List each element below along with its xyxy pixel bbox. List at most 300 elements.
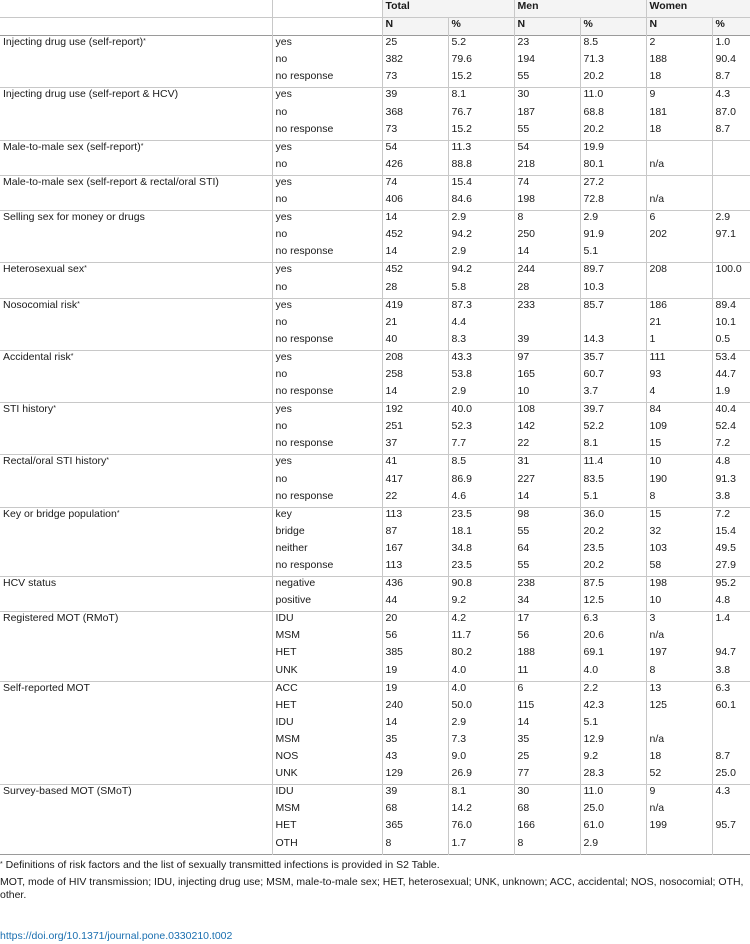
cell-men-n bbox=[514, 316, 580, 333]
cell-total-pct: 76.0 bbox=[448, 819, 514, 836]
row-response: positive bbox=[272, 594, 382, 612]
cell-men-n: 55 bbox=[514, 70, 580, 88]
cell-total-pct: 9.2 bbox=[448, 594, 514, 612]
cell-total-n: 40 bbox=[382, 333, 448, 351]
row-response: no bbox=[272, 420, 382, 437]
table-row bbox=[0, 525, 750, 542]
cell-women-pct: 49.5 bbox=[712, 542, 750, 559]
table-row bbox=[0, 490, 750, 508]
cell-women-n: 84 bbox=[646, 403, 712, 421]
cell-total-n: 452 bbox=[382, 263, 448, 281]
cell-men-n: 8 bbox=[514, 837, 580, 855]
cell-women-n: 186 bbox=[646, 298, 712, 316]
cell-women-n: 18 bbox=[646, 70, 712, 88]
cell-women-pct: 95.7 bbox=[712, 819, 750, 836]
cell-men-pct: 11.4 bbox=[580, 455, 646, 473]
cell-women-n: 93 bbox=[646, 368, 712, 385]
row-label: HCV status bbox=[3, 577, 57, 590]
cell-women-pct: 53.4 bbox=[712, 350, 750, 368]
cell-women-pct: 4.8 bbox=[712, 455, 750, 473]
cell-women-n bbox=[646, 245, 712, 263]
table-row bbox=[0, 559, 750, 577]
row-response: bridge bbox=[272, 525, 382, 542]
cell-women-n: 109 bbox=[646, 420, 712, 437]
cell-women-n: 198 bbox=[646, 577, 712, 595]
row-response: IDU bbox=[272, 716, 382, 733]
row-response: neither bbox=[272, 542, 382, 559]
row-response: no bbox=[272, 193, 382, 211]
cell-total-n: 113 bbox=[382, 507, 448, 525]
row-response: no response bbox=[272, 70, 382, 88]
cell-total-pct: 4.0 bbox=[448, 681, 514, 699]
footnote-marker: * bbox=[143, 38, 146, 46]
header-row-sub bbox=[0, 18, 750, 36]
cell-men-n: 34 bbox=[514, 594, 580, 612]
row-response: no response bbox=[272, 333, 382, 351]
cell-men-n: 98 bbox=[514, 507, 580, 525]
row-label bbox=[0, 699, 272, 716]
cell-women-pct: 100.0 bbox=[712, 263, 750, 281]
cell-total-n: 192 bbox=[382, 403, 448, 421]
cell-women-pct bbox=[712, 175, 750, 193]
cell-total-pct: 23.5 bbox=[448, 507, 514, 525]
cell-women-n: 103 bbox=[646, 542, 712, 559]
cell-women-pct: 95.2 bbox=[712, 577, 750, 595]
cell-total-n: 208 bbox=[382, 350, 448, 368]
cell-total-n: 20 bbox=[382, 612, 448, 630]
cell-total-pct: 8.5 bbox=[448, 455, 514, 473]
cell-total-pct: 84.6 bbox=[448, 193, 514, 211]
cell-men-pct: 5.1 bbox=[580, 716, 646, 733]
cell-total-pct: 7.7 bbox=[448, 437, 514, 455]
row-response: no response bbox=[272, 490, 382, 508]
cell-women-pct: 3.8 bbox=[712, 490, 750, 508]
cell-total-pct: 53.8 bbox=[448, 368, 514, 385]
cell-total-n: 44 bbox=[382, 594, 448, 612]
row-response: MSM bbox=[272, 629, 382, 646]
row-label: Selling sex for money or drugs bbox=[3, 211, 145, 224]
table-row bbox=[0, 612, 750, 630]
header-men-n: N bbox=[514, 18, 580, 36]
row-label bbox=[0, 333, 272, 351]
row-label bbox=[0, 123, 272, 141]
row-response: no response bbox=[272, 245, 382, 263]
row-label bbox=[0, 664, 272, 682]
cell-women-n: n/a bbox=[646, 193, 712, 211]
footnote-marker: * bbox=[53, 405, 56, 413]
cell-men-pct: 11.0 bbox=[580, 785, 646, 803]
table-row bbox=[0, 333, 750, 351]
cell-total-pct: 76.7 bbox=[448, 106, 514, 123]
cell-women-n: 202 bbox=[646, 228, 712, 245]
cell-total-pct: 94.2 bbox=[448, 228, 514, 245]
row-label: STI history* bbox=[3, 403, 56, 416]
cell-women-n: 197 bbox=[646, 646, 712, 663]
cell-women-n: 2 bbox=[646, 36, 712, 54]
cell-men-n: 74 bbox=[514, 175, 580, 193]
cell-women-pct bbox=[712, 716, 750, 733]
table-row bbox=[0, 507, 750, 525]
row-response: no response bbox=[272, 559, 382, 577]
cell-women-n: 21 bbox=[646, 316, 712, 333]
cell-women-pct: 1.9 bbox=[712, 385, 750, 403]
cell-men-pct: 83.5 bbox=[580, 473, 646, 490]
cell-men-n: 55 bbox=[514, 123, 580, 141]
row-response: yes bbox=[272, 298, 382, 316]
table-row bbox=[0, 211, 750, 229]
cell-men-pct: 25.0 bbox=[580, 802, 646, 819]
cell-total-pct: 87.3 bbox=[448, 298, 514, 316]
cell-total-pct: 90.8 bbox=[448, 577, 514, 595]
row-response: yes bbox=[272, 140, 382, 158]
cell-men-n: 22 bbox=[514, 437, 580, 455]
cell-total-n: 19 bbox=[382, 664, 448, 682]
table-row bbox=[0, 420, 750, 437]
cell-total-pct: 11.3 bbox=[448, 140, 514, 158]
cell-men-pct: 20.2 bbox=[580, 559, 646, 577]
cell-total-pct: 86.9 bbox=[448, 473, 514, 490]
row-label bbox=[0, 802, 272, 819]
cell-total-pct: 80.2 bbox=[448, 646, 514, 663]
row-label bbox=[0, 385, 272, 403]
cell-women-pct: 4.3 bbox=[712, 88, 750, 106]
row-response: MSM bbox=[272, 802, 382, 819]
footnote-marker: * bbox=[140, 142, 144, 150]
table-row bbox=[0, 664, 750, 682]
cell-total-n: 56 bbox=[382, 629, 448, 646]
table-row bbox=[0, 594, 750, 612]
cell-total-pct: 43.3 bbox=[448, 350, 514, 368]
cell-total-n: 251 bbox=[382, 420, 448, 437]
cell-women-n: 10 bbox=[646, 594, 712, 612]
row-label: Nosocomial risk* bbox=[3, 298, 80, 311]
cell-men-n: 108 bbox=[514, 403, 580, 421]
cell-women-pct: 60.1 bbox=[712, 699, 750, 716]
cell-total-n: 385 bbox=[382, 646, 448, 663]
cell-total-n: 167 bbox=[382, 542, 448, 559]
footnote-marker: * bbox=[77, 300, 80, 308]
cell-total-n: 54 bbox=[382, 140, 448, 158]
cell-total-pct: 5.8 bbox=[448, 281, 514, 299]
footnote-definitions-text: Definitions of risk factors and the list of sexually transmitted infections is provided in S2 Table. bbox=[5, 859, 440, 871]
row-response: MSM bbox=[272, 733, 382, 750]
cell-men-pct: 35.7 bbox=[580, 350, 646, 368]
cell-women-pct: 87.0 bbox=[712, 106, 750, 123]
cell-women-n: 52 bbox=[646, 767, 712, 785]
cell-total-pct: 2.9 bbox=[448, 385, 514, 403]
table-row bbox=[0, 245, 750, 263]
cell-men-pct: 8.1 bbox=[580, 437, 646, 455]
row-label bbox=[0, 819, 272, 836]
cell-women-n: n/a bbox=[646, 802, 712, 819]
row-response: yes bbox=[272, 263, 382, 281]
row-label: Injecting drug use (self-report)* bbox=[3, 36, 146, 49]
table-row bbox=[0, 437, 750, 455]
cell-total-n: 382 bbox=[382, 53, 448, 70]
table-row bbox=[0, 368, 750, 385]
cell-total-n: 68 bbox=[382, 802, 448, 819]
cell-total-n: 28 bbox=[382, 281, 448, 299]
cell-total-n: 436 bbox=[382, 577, 448, 595]
cell-women-pct: 10.1 bbox=[712, 316, 750, 333]
table-row bbox=[0, 802, 750, 819]
doi-link[interactable]: https://doi.org/10.1371/journal.pone.0330210.t002 bbox=[0, 930, 233, 942]
row-label: Key or bridge population* bbox=[3, 507, 120, 520]
cell-women-n: 1 bbox=[646, 333, 712, 351]
cell-women-pct: 90.4 bbox=[712, 53, 750, 70]
cell-men-pct: 39.7 bbox=[580, 403, 646, 421]
cell-men-pct: 80.1 bbox=[580, 158, 646, 176]
cell-women-pct: 8.7 bbox=[712, 750, 750, 767]
table-row bbox=[0, 681, 750, 699]
cell-total-pct: 26.9 bbox=[448, 767, 514, 785]
cell-total-n: 14 bbox=[382, 245, 448, 263]
cell-women-n bbox=[646, 281, 712, 299]
cell-men-n: 198 bbox=[514, 193, 580, 211]
row-label bbox=[0, 368, 272, 385]
cell-total-pct: 14.2 bbox=[448, 802, 514, 819]
cell-men-n: 8 bbox=[514, 211, 580, 229]
row-label: Accidental risk* bbox=[3, 350, 74, 363]
cell-total-pct: 5.2 bbox=[448, 36, 514, 54]
cell-women-pct bbox=[712, 837, 750, 855]
row-response: HET bbox=[272, 699, 382, 716]
cell-men-n: 14 bbox=[514, 245, 580, 263]
cell-women-n bbox=[646, 837, 712, 855]
table-row bbox=[0, 316, 750, 333]
row-response: no bbox=[272, 473, 382, 490]
cell-men-n: 31 bbox=[514, 455, 580, 473]
cell-men-pct: 9.2 bbox=[580, 750, 646, 767]
table-row bbox=[0, 403, 750, 421]
header-total-n: N bbox=[382, 18, 448, 36]
cell-total-pct: 15.4 bbox=[448, 175, 514, 193]
cell-men-pct: 20.2 bbox=[580, 123, 646, 141]
cell-total-n: 14 bbox=[382, 211, 448, 229]
row-label bbox=[0, 420, 272, 437]
table-row bbox=[0, 577, 750, 595]
cell-women-n: 13 bbox=[646, 681, 712, 699]
table-row bbox=[0, 646, 750, 663]
row-label: Injecting drug use (self-report & HCV) bbox=[3, 88, 179, 101]
cell-women-n: 125 bbox=[646, 699, 712, 716]
cell-women-pct bbox=[712, 281, 750, 299]
row-response: no bbox=[272, 368, 382, 385]
cell-men-n: 39 bbox=[514, 333, 580, 351]
table-row bbox=[0, 699, 750, 716]
row-label bbox=[0, 733, 272, 750]
table-body bbox=[0, 36, 750, 854]
cell-men-pct: 28.3 bbox=[580, 767, 646, 785]
footnote-marker: * bbox=[84, 265, 87, 273]
cell-men-pct: 19.9 bbox=[580, 140, 646, 158]
cell-total-n: 25 bbox=[382, 36, 448, 54]
cell-total-n: 14 bbox=[382, 716, 448, 733]
row-label bbox=[0, 316, 272, 333]
footnote-marker: * bbox=[106, 457, 110, 465]
cell-women-pct bbox=[712, 802, 750, 819]
cell-women-pct: 1.4 bbox=[712, 612, 750, 630]
cell-women-n: 4 bbox=[646, 385, 712, 403]
row-label: Male-to-male sex (self-report & rectal/oral STI) bbox=[3, 175, 219, 188]
cell-women-pct: 4.3 bbox=[712, 785, 750, 803]
row-label bbox=[0, 437, 272, 455]
cell-men-n: 142 bbox=[514, 420, 580, 437]
row-response: UNK bbox=[272, 767, 382, 785]
row-response: no response bbox=[272, 123, 382, 141]
cell-total-pct: 11.7 bbox=[448, 629, 514, 646]
header-men: Men bbox=[514, 0, 646, 18]
header-row-groups bbox=[0, 0, 750, 18]
cell-women-n: 15 bbox=[646, 507, 712, 525]
row-label: Self-reported MOT bbox=[3, 681, 90, 694]
cell-women-n bbox=[646, 175, 712, 193]
cell-women-n bbox=[646, 716, 712, 733]
cell-women-n: 188 bbox=[646, 53, 712, 70]
row-label: Rectal/oral STI history* bbox=[3, 455, 110, 468]
cell-women-n: 58 bbox=[646, 559, 712, 577]
row-label bbox=[0, 750, 272, 767]
cell-women-n: 6 bbox=[646, 211, 712, 229]
row-label bbox=[0, 559, 272, 577]
cell-women-pct bbox=[712, 629, 750, 646]
cell-women-n: n/a bbox=[646, 158, 712, 176]
cell-women-pct bbox=[712, 733, 750, 750]
cell-women-pct bbox=[712, 245, 750, 263]
cell-total-pct: 79.6 bbox=[448, 53, 514, 70]
cell-total-pct: 88.8 bbox=[448, 158, 514, 176]
cell-women-pct: 8.7 bbox=[712, 70, 750, 88]
cell-women-n: 8 bbox=[646, 490, 712, 508]
row-response: no bbox=[272, 228, 382, 245]
cell-men-n: 218 bbox=[514, 158, 580, 176]
cell-women-pct: 97.1 bbox=[712, 228, 750, 245]
footnote-definitions bbox=[0, 859, 745, 872]
header-women-pct: % bbox=[712, 18, 750, 36]
cell-men-pct: 5.1 bbox=[580, 490, 646, 508]
cell-total-pct: 2.9 bbox=[448, 245, 514, 263]
cell-women-pct bbox=[712, 158, 750, 176]
cell-women-n: n/a bbox=[646, 629, 712, 646]
table-row bbox=[0, 837, 750, 855]
cell-men-pct: 14.3 bbox=[580, 333, 646, 351]
cell-total-n: 21 bbox=[382, 316, 448, 333]
cell-men-n: 68 bbox=[514, 802, 580, 819]
table-row bbox=[0, 70, 750, 88]
header-blank bbox=[272, 18, 382, 36]
table-footnotes bbox=[0, 859, 745, 902]
cell-men-pct: 4.0 bbox=[580, 664, 646, 682]
cell-total-n: 73 bbox=[382, 70, 448, 88]
cell-women-n: 199 bbox=[646, 819, 712, 836]
cell-total-n: 39 bbox=[382, 88, 448, 106]
row-response: IDU bbox=[272, 785, 382, 803]
cell-women-n: 8 bbox=[646, 664, 712, 682]
header-blank bbox=[0, 18, 272, 36]
cell-women-n: 3 bbox=[646, 612, 712, 630]
cell-total-pct: 8.1 bbox=[448, 88, 514, 106]
table-row bbox=[0, 542, 750, 559]
row-response: yes bbox=[272, 350, 382, 368]
cell-total-n: 41 bbox=[382, 455, 448, 473]
table-row bbox=[0, 36, 750, 54]
cell-women-pct: 2.9 bbox=[712, 211, 750, 229]
row-response: key bbox=[272, 507, 382, 525]
cell-men-pct: 68.8 bbox=[580, 106, 646, 123]
cell-women-n: 208 bbox=[646, 263, 712, 281]
cell-men-n: 233 bbox=[514, 298, 580, 316]
row-label bbox=[0, 629, 272, 646]
cell-men-pct: 89.7 bbox=[580, 263, 646, 281]
cell-men-n: 54 bbox=[514, 140, 580, 158]
cell-men-n: 244 bbox=[514, 263, 580, 281]
cell-women-pct: 40.4 bbox=[712, 403, 750, 421]
cell-men-pct: 10.3 bbox=[580, 281, 646, 299]
cell-men-n: 28 bbox=[514, 281, 580, 299]
cell-men-n: 165 bbox=[514, 368, 580, 385]
row-label bbox=[0, 767, 272, 785]
cell-total-n: 14 bbox=[382, 385, 448, 403]
header-total: Total bbox=[382, 0, 514, 18]
cell-men-pct bbox=[580, 316, 646, 333]
row-response: no response bbox=[272, 385, 382, 403]
cell-total-n: 39 bbox=[382, 785, 448, 803]
header-women-n: N bbox=[646, 18, 712, 36]
cell-total-pct: 7.3 bbox=[448, 733, 514, 750]
row-response: yes bbox=[272, 211, 382, 229]
cell-total-pct: 9.0 bbox=[448, 750, 514, 767]
cell-men-pct: 27.2 bbox=[580, 175, 646, 193]
cell-women-n: 32 bbox=[646, 525, 712, 542]
table-row bbox=[0, 733, 750, 750]
row-response: no bbox=[272, 106, 382, 123]
row-response: negative bbox=[272, 577, 382, 595]
cell-total-n: 113 bbox=[382, 559, 448, 577]
cell-men-n: 30 bbox=[514, 88, 580, 106]
cell-women-pct: 89.4 bbox=[712, 298, 750, 316]
cell-women-n: 18 bbox=[646, 123, 712, 141]
row-label bbox=[0, 245, 272, 263]
cell-men-pct: 8.5 bbox=[580, 36, 646, 54]
cell-men-pct: 2.2 bbox=[580, 681, 646, 699]
cell-women-pct: 15.4 bbox=[712, 525, 750, 542]
row-label: Heterosexual sex* bbox=[3, 263, 87, 276]
cell-total-n: 365 bbox=[382, 819, 448, 836]
cell-men-pct: 6.3 bbox=[580, 612, 646, 630]
cell-men-n: 55 bbox=[514, 559, 580, 577]
table-row bbox=[0, 350, 750, 368]
row-response: yes bbox=[272, 88, 382, 106]
header-blank bbox=[0, 0, 272, 18]
cell-men-pct: 60.7 bbox=[580, 368, 646, 385]
cell-women-n: 18 bbox=[646, 750, 712, 767]
cell-women-n: 9 bbox=[646, 785, 712, 803]
cell-women-n: 15 bbox=[646, 437, 712, 455]
cell-total-pct: 18.1 bbox=[448, 525, 514, 542]
cell-total-n: 8 bbox=[382, 837, 448, 855]
cell-women-pct: 0.5 bbox=[712, 333, 750, 351]
table-row bbox=[0, 473, 750, 490]
cell-women-pct bbox=[712, 140, 750, 158]
row-response: no bbox=[272, 53, 382, 70]
cell-women-pct: 52.4 bbox=[712, 420, 750, 437]
cell-men-n: 194 bbox=[514, 53, 580, 70]
cell-women-n: 190 bbox=[646, 473, 712, 490]
row-label bbox=[0, 716, 272, 733]
table-row bbox=[0, 228, 750, 245]
cell-men-pct: 12.5 bbox=[580, 594, 646, 612]
cell-men-n: 188 bbox=[514, 646, 580, 663]
